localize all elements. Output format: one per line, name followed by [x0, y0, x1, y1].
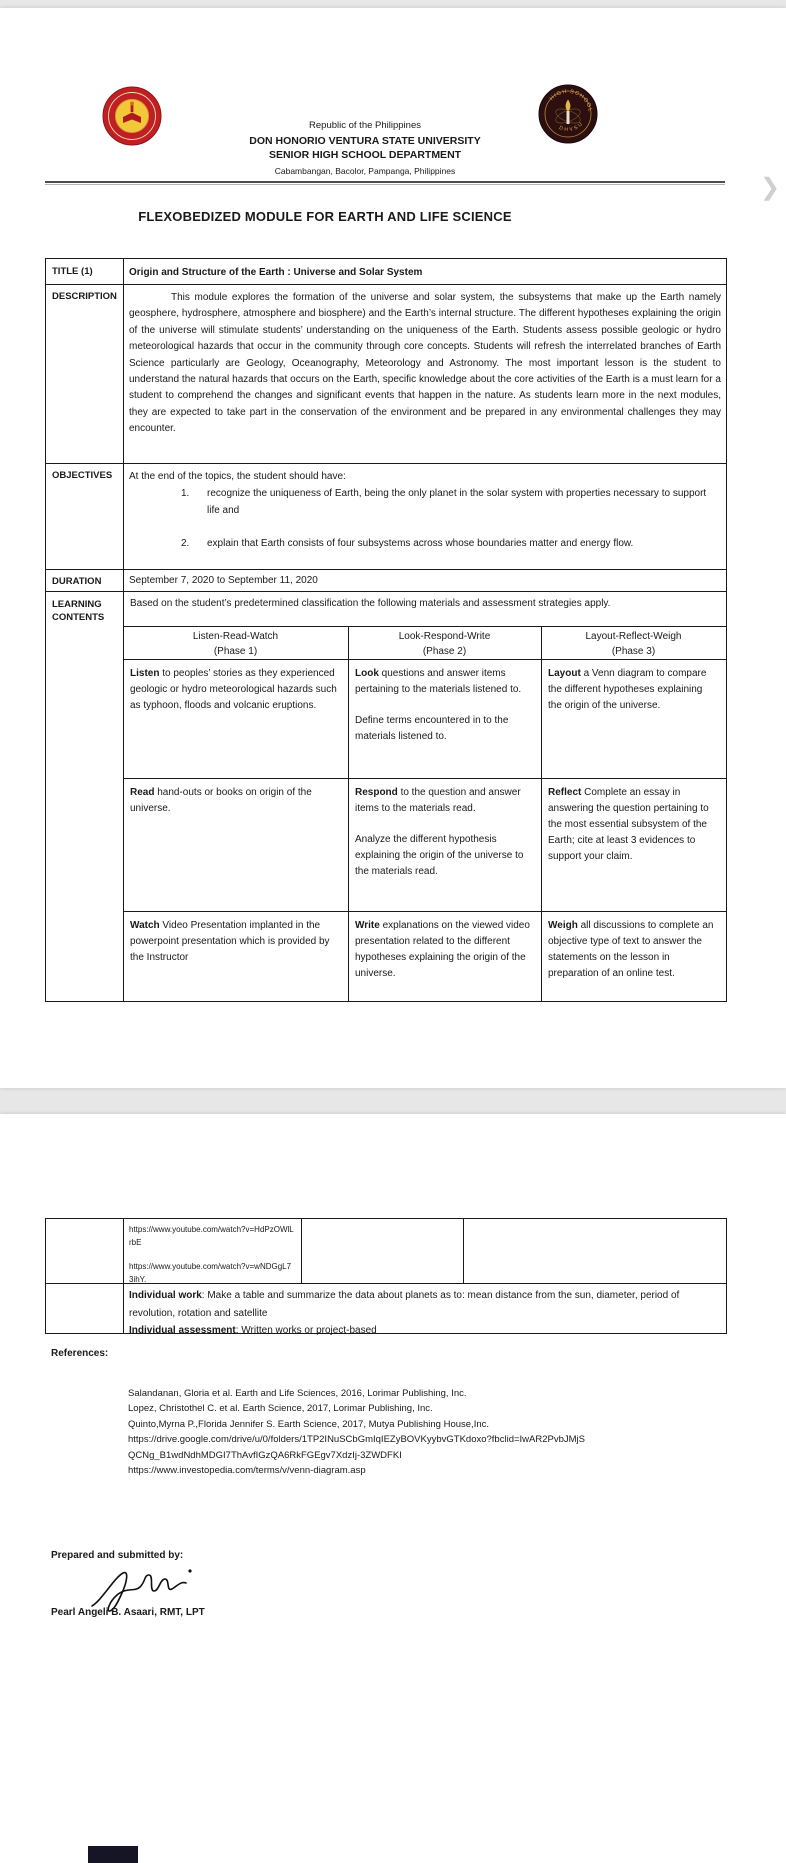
reference-link[interactable]: https://drive.google.com/drive/u/0/folders/1TP2INuSCbGmIqIEZyBOVKyybvGTKdoxo?fbclid=IwAR2PvbJMjSQCNg_B1wdNdhMDGI7ThAvfIGzQA6RkFGEgv7XdzIj-3ZWDFKI [128, 1434, 585, 1461]
reference-item: Quinto,Myrna P.,Florida Jennifer S. Earth Science, 2017, Mutya Publishing House,Inc. [128, 1418, 490, 1430]
page-title: FLEXOBEDIZED MODULE FOR EARTH AND LIFE SCIENCE [138, 209, 512, 224]
cell-lead: Watch [130, 920, 160, 931]
reference-link[interactable]: https://www.investopedia.com/terms/v/venn-diagram.asp [128, 1465, 366, 1477]
cell-lead: Layout [548, 668, 581, 679]
row-label-learning-line2: CONTENTS [52, 612, 105, 623]
phase-cell-watch [123, 911, 348, 966]
module-title-value: Origin and Structure of the Earth : Universe and Solar System [129, 267, 423, 278]
cell-text-2: Analyze the different hypothesis explaining the origin of the universe to the materials read. [355, 834, 524, 877]
references-heading: References: [51, 1348, 109, 1359]
phase-name: Look-Respond-Write [398, 631, 491, 642]
row-label-objectives: OBJECTIVES [52, 470, 113, 481]
university-seal-icon [102, 86, 162, 151]
individual-assessment-label: Individual assessment [129, 1325, 236, 1336]
row-label-title: TITLE (1) [52, 266, 93, 277]
document-page-1 [0, 8, 786, 1088]
phase-column-header-1 [123, 626, 348, 659]
learning-intro: Based on the student’s predetermined classification the following materials and assessment strategies apply. [130, 598, 611, 609]
objective-text: recognize the uniqueness of Earth, being the only planet in the solar system with properties necessary to support life and [207, 488, 707, 516]
phase-column-header-2 [348, 626, 541, 659]
next-page-image-fragment [88, 1846, 138, 1863]
letterhead-university: DON HONORIO VENTURA STATE UNIVERSITY [249, 134, 481, 147]
phase-table [123, 626, 726, 1001]
letterhead-address: Cabambangan, Bacolor, Pampanga, Philippines [274, 165, 456, 176]
row-label-learning-contents [52, 598, 104, 624]
cell-text-2: Define terms encountered in to the materials listened to. [355, 715, 509, 742]
phase-cell-write [348, 911, 539, 982]
phase-label: (Phase 1) [213, 646, 258, 657]
phase-cell-respond [348, 778, 539, 880]
document-page-2 [0, 1114, 786, 1863]
phase-cell-listen [123, 659, 348, 714]
objective-item [129, 486, 721, 519]
references-list [128, 1386, 590, 1478]
cell-text: explanations on the viewed video presentation related to the different hypotheses explaining the origin of the universe. [355, 920, 530, 979]
cell-lead: Weigh [548, 920, 578, 931]
letterhead [165, 119, 565, 178]
phase-cell-weigh [541, 911, 726, 982]
phase-cell-look [348, 659, 539, 745]
phase-name: Layout-Reflect-Weigh [585, 631, 682, 642]
phase-name: Listen-Read-Watch [192, 631, 279, 642]
individual-work-text: : Make a table and summarize the data about planets as to: mean distance from the sun, diameter, period of revolution, rotation and satellite [129, 1290, 680, 1319]
cell-lead: Listen [130, 668, 160, 679]
cell-text: to peoples’ stories as they experienced geologic or hydro meteorological hazards such as typhoon, floods and volcanic eruptions. [130, 668, 337, 711]
continuation-table [45, 1218, 727, 1334]
signatory-name: Pearl Angeli B. Asaari, RMT, LPT [51, 1607, 205, 1618]
module-description: This module explores the formation of the universe and solar system, the subsystems that make up the Earth namely geosphere, hydrosphere, atmosphere and biosphere) and the Earth’s internal structure. The different hypotheses explaining the origin of the universe will stimulate students’ understanding on the uniqueness of the Earth. Students assess possible geologic or hydro meteorological hazards that occur in the community through core concepts. Students will refresh the interrelated branches of Earth Science particularly are Geology, Oceanography, Meteorology and Astronomy. The most important lesson is the student to understand the natural hazards that occurs on the Earth, specific knowledge about the core activities of the Earth is a must learn for a student to comprehend the changes and significant events that happen in the nature. As students learn more in the next modules, they are expected to take part in the conservation of the environment and be prepared in any environmental challenges they may encounter. [129, 292, 721, 435]
cell-text: a Venn diagram to compare the different hypotheses explaining the origin of the universe. [548, 668, 707, 711]
objectives-intro: At the end of the topics, the student should have: [129, 471, 346, 482]
module-objectives [129, 469, 721, 553]
phase-cell-layout [541, 659, 726, 714]
video-links-cell [123, 1219, 301, 1286]
letterhead-department: SENIOR HIGH SCHOOL DEPARTMENT [268, 149, 462, 161]
objective-number: 2. [181, 538, 190, 550]
phase-label: (Phase 2) [422, 646, 467, 657]
svg-text:HIGH SCHOOL: HIGH SCHOOL [548, 88, 593, 113]
module-duration-value: September 7, 2020 to September 11, 2020 [129, 575, 318, 586]
cell-text: Video Presentation implanted in the powerpoint presentation which is provided by the Instructor [130, 920, 330, 963]
objective-text: explain that Earth consists of four subsystems across whose boundaries matter and energy flow. [207, 538, 634, 550]
individual-work-label: Individual work [129, 1290, 202, 1301]
prepared-by-label: Prepared and submitted by: [51, 1550, 184, 1561]
module-table [45, 258, 727, 1002]
phase-cell-reflect [541, 778, 726, 865]
cell-lead: Look [355, 668, 379, 679]
cell-lead: Reflect [548, 787, 582, 798]
cell-lead: Respond [355, 787, 398, 798]
cell-lead: Read [130, 787, 155, 798]
cell-text: hand-outs or books on origin of the universe. [130, 787, 312, 814]
row-label-duration: DURATION [52, 576, 102, 587]
row-label-description: DESCRIPTION [52, 291, 117, 302]
cell-text: questions and answer items pertaining to the materials listened to. [355, 668, 522, 695]
youtube-link[interactable]: https://www.youtube.com/watch?v=HdPzOWlLrbE [129, 1225, 294, 1247]
svg-text:DHVSU: DHVSU [558, 120, 586, 134]
reference-item: Salandanan, Gloria et al. Earth and Life Sciences, 2016, Lorimar Publishing, Inc. [128, 1388, 467, 1399]
reference-item: Lopez, Christothel C. et al. Earth Science, 2017, Lorimar Publishing, Inc. [128, 1403, 433, 1415]
cell-text: Complete an essay in answering the question pertaining to the most essential subsystem of the Earth; cite at least 3 evidences to support your claim. [548, 787, 709, 862]
header-divider [45, 181, 725, 185]
cell-text: to the question and answer items to the materials read. [355, 787, 521, 814]
cell-text: all discussions to complete an objective type of text to answer the statements on the lesson in preparation of an online test. [548, 920, 714, 979]
objective-number: 1. [181, 488, 190, 500]
individual-work-cell [123, 1283, 725, 1340]
phase-label: (Phase 3) [611, 646, 656, 657]
cell-lead: Write [355, 920, 380, 931]
youtube-link[interactable]: https://www.youtube.com/watch?v=wNDGgL73ihY. [129, 1262, 292, 1284]
next-page-chevron-icon[interactable]: ❯ [760, 174, 781, 201]
phase-cell-read [123, 778, 348, 817]
row-label-learning-line1: LEARNING [52, 599, 102, 610]
phase-column-header-3 [541, 626, 726, 659]
individual-assessment-text: : Written works or project-based [235, 1325, 377, 1336]
letterhead-republic: Republic of the Philippines [309, 120, 421, 131]
objective-item [129, 536, 721, 552]
